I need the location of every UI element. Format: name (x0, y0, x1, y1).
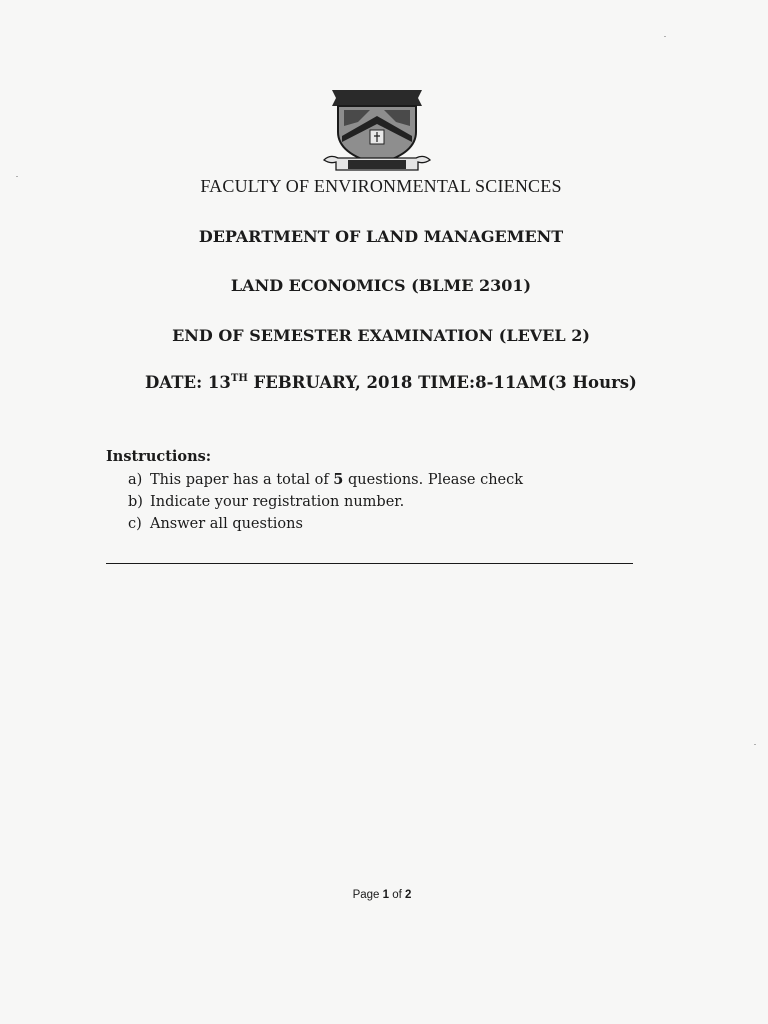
date-rest: FEBRUARY, 2018 TIME:8-11AM(3 Hours) (247, 373, 637, 392)
exam-date-time (145, 373, 637, 392)
instructions-list (128, 469, 523, 535)
instructions-heading: Instructions: (106, 448, 212, 465)
university-crest-logo (318, 80, 436, 175)
date-prefix: DATE: 13 (145, 373, 231, 392)
instruction-text: Answer all questions (150, 516, 303, 532)
instruction-item (128, 491, 523, 513)
scan-speck (754, 744, 756, 745)
instruction-text-tail: questions. Please check (343, 472, 524, 488)
question-count: 5 (333, 471, 344, 488)
scan-speck (664, 36, 666, 37)
page-number (0, 889, 764, 901)
section-divider-line (106, 563, 633, 564)
page-current: 1 (382, 889, 390, 901)
instruction-item (128, 469, 523, 491)
page-total: 2 (405, 889, 412, 901)
exam-title: END OF SEMESTER EXAMINATION (LEVEL 2) (172, 326, 590, 345)
page-of: of (389, 889, 406, 901)
instruction-marker: a) (128, 472, 143, 488)
department-title: DEPARTMENT OF LAND MANAGEMENT (198, 227, 564, 246)
instruction-text: Indicate your registration number. (150, 494, 405, 510)
instruction-marker: c) (128, 516, 142, 532)
scan-speck (16, 176, 18, 177)
page-word: Page (352, 889, 383, 901)
instruction-item (128, 513, 523, 535)
faculty-title: FACULTY OF ENVIRONMENTAL SCIENCES (200, 176, 562, 196)
date-ordinal-suffix: TH (230, 373, 248, 384)
crest-banner (332, 90, 422, 106)
course-title: LAND ECONOMICS (BLME 2301) (230, 276, 532, 295)
instruction-marker: b) (128, 494, 143, 510)
instruction-text: This paper has a total of (150, 472, 334, 488)
